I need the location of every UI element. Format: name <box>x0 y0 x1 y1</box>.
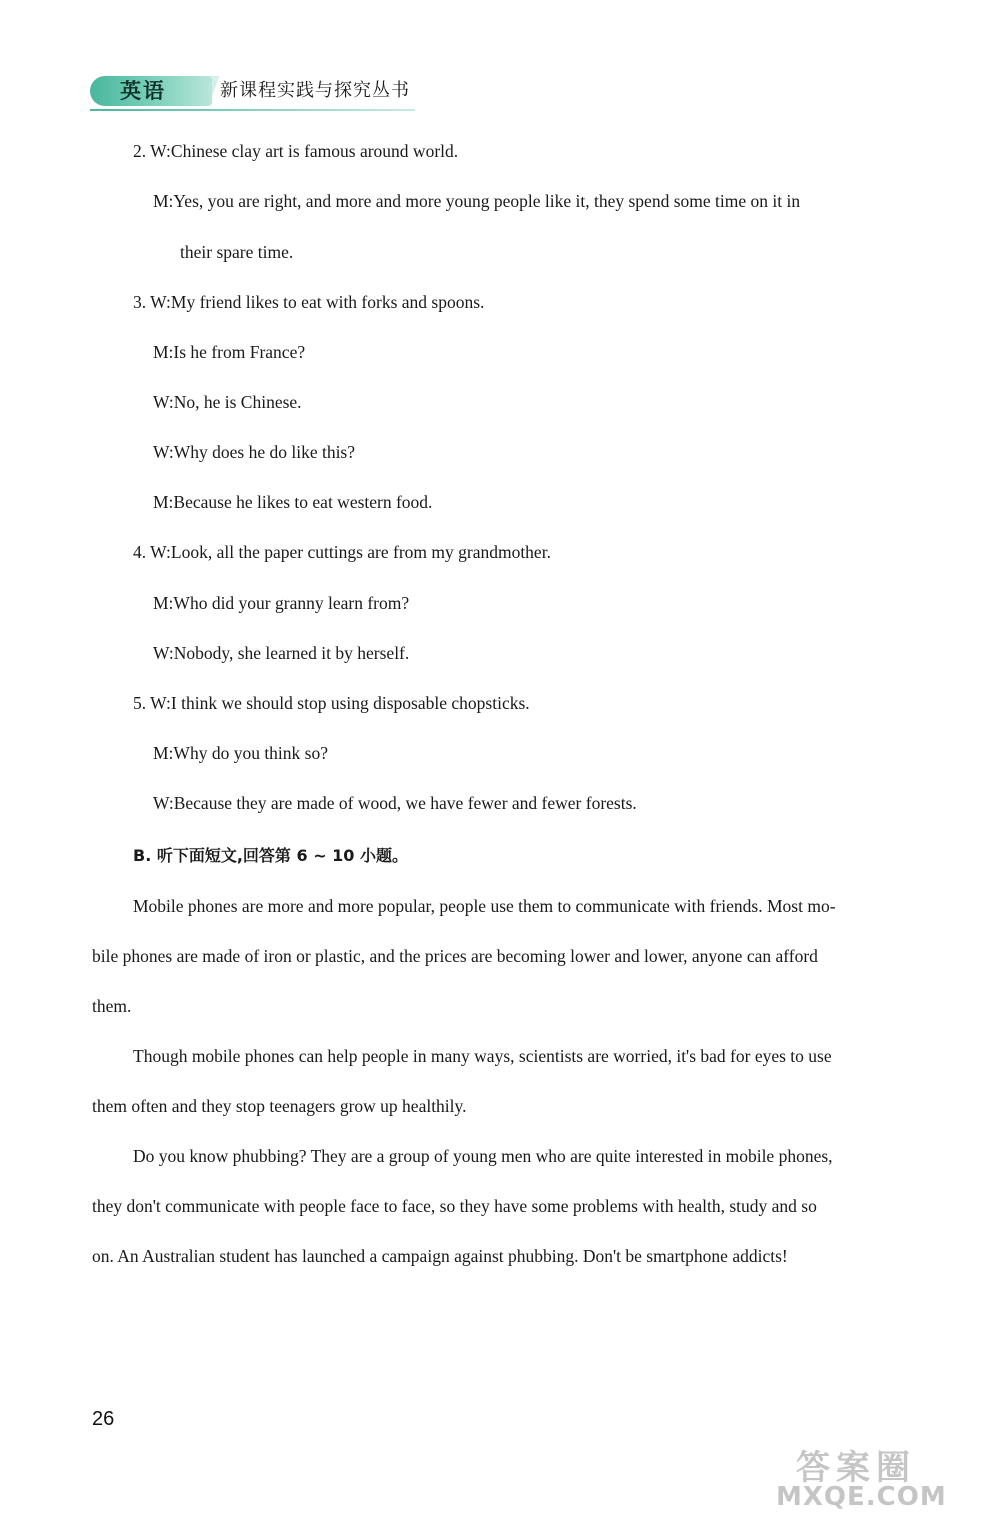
passage-paragraph-2-line-2: them often and they stop teenagers grow up healthily. <box>92 1096 467 1116</box>
dialogue-3-line-4: W:Why does he do like this? <box>153 442 356 462</box>
page-header <box>90 74 420 108</box>
subject-badge <box>90 76 212 106</box>
watermark-domain: MXQE.COM <box>776 1482 947 1512</box>
dialogue-3-line-2: M:Is he from France? <box>153 342 306 362</box>
passage-paragraph-2-line-1: Though mobile phones can help people in many ways, scientists are worried, it's bad for eyes to use <box>133 1046 832 1066</box>
dialogue-3-line-5: M:Because he likes to eat western food. <box>153 492 433 512</box>
page-number: 26 <box>92 1408 115 1430</box>
site-watermark <box>776 1440 990 1514</box>
dialogue-4-line-2: M:Who did your granny learn from? <box>153 593 410 613</box>
dialogue-5-line-2: M:Why do you think so? <box>153 743 328 763</box>
dialogue-4-line-3: W:Nobody, she learned it by herself. <box>153 643 410 663</box>
dialogue-2-line-1: 2. W:Chinese clay art is famous around world. <box>133 141 459 161</box>
watermark-logo-text: 答案圈 <box>796 1448 916 1488</box>
dialogue-2-line-2: M:Yes, you are right, and more and more young people like it, they spend some time on it in <box>153 191 801 211</box>
passage-paragraph-1-line-2: bile phones are made of iron or plastic, and the prices are becoming lower and lower, anyone can afford <box>92 946 818 966</box>
subject-label: 英语 <box>120 79 166 103</box>
dialogue-5-line-1: 5. W:I think we should stop using disposable chopsticks. <box>133 693 530 713</box>
dialogue-4-line-1: 4. W:Look, all the paper cuttings are from my grandmother. <box>133 542 551 562</box>
passage-paragraph-1-line-3: them. <box>92 996 132 1016</box>
passage-paragraph-3-line-2: they don't communicate with people face to face, so they have some problems with health, study and so <box>92 1196 817 1216</box>
dialogue-3-line-3: W:No, he is Chinese. <box>153 392 302 412</box>
passage-paragraph-3-line-1: Do you know phubbing? They are a group of young men who are quite interested in mobile phones, <box>133 1146 833 1166</box>
passage-paragraph-1-line-1: Mobile phones are more and more popular, people use them to communicate with friends. Most mo- <box>133 896 836 916</box>
passage-paragraph-3-line-3: on. An Australian student has launched a campaign against phubbing. Don't be smartphone addicts! <box>92 1246 788 1266</box>
dialogue-5-line-3: W:Because they are made of wood, we have fewer and fewer forests. <box>153 793 637 813</box>
dialogue-3-line-1: 3. W:My friend likes to eat with forks and spoons. <box>133 292 485 312</box>
section-b-heading: B. 听下面短文,回答第 6 ~ 10 小题。 <box>133 846 409 865</box>
header-underline <box>90 109 415 111</box>
dialogue-2-line-3: their spare time. <box>180 242 294 262</box>
series-title: 新课程实践与探究丛书 <box>220 80 410 101</box>
